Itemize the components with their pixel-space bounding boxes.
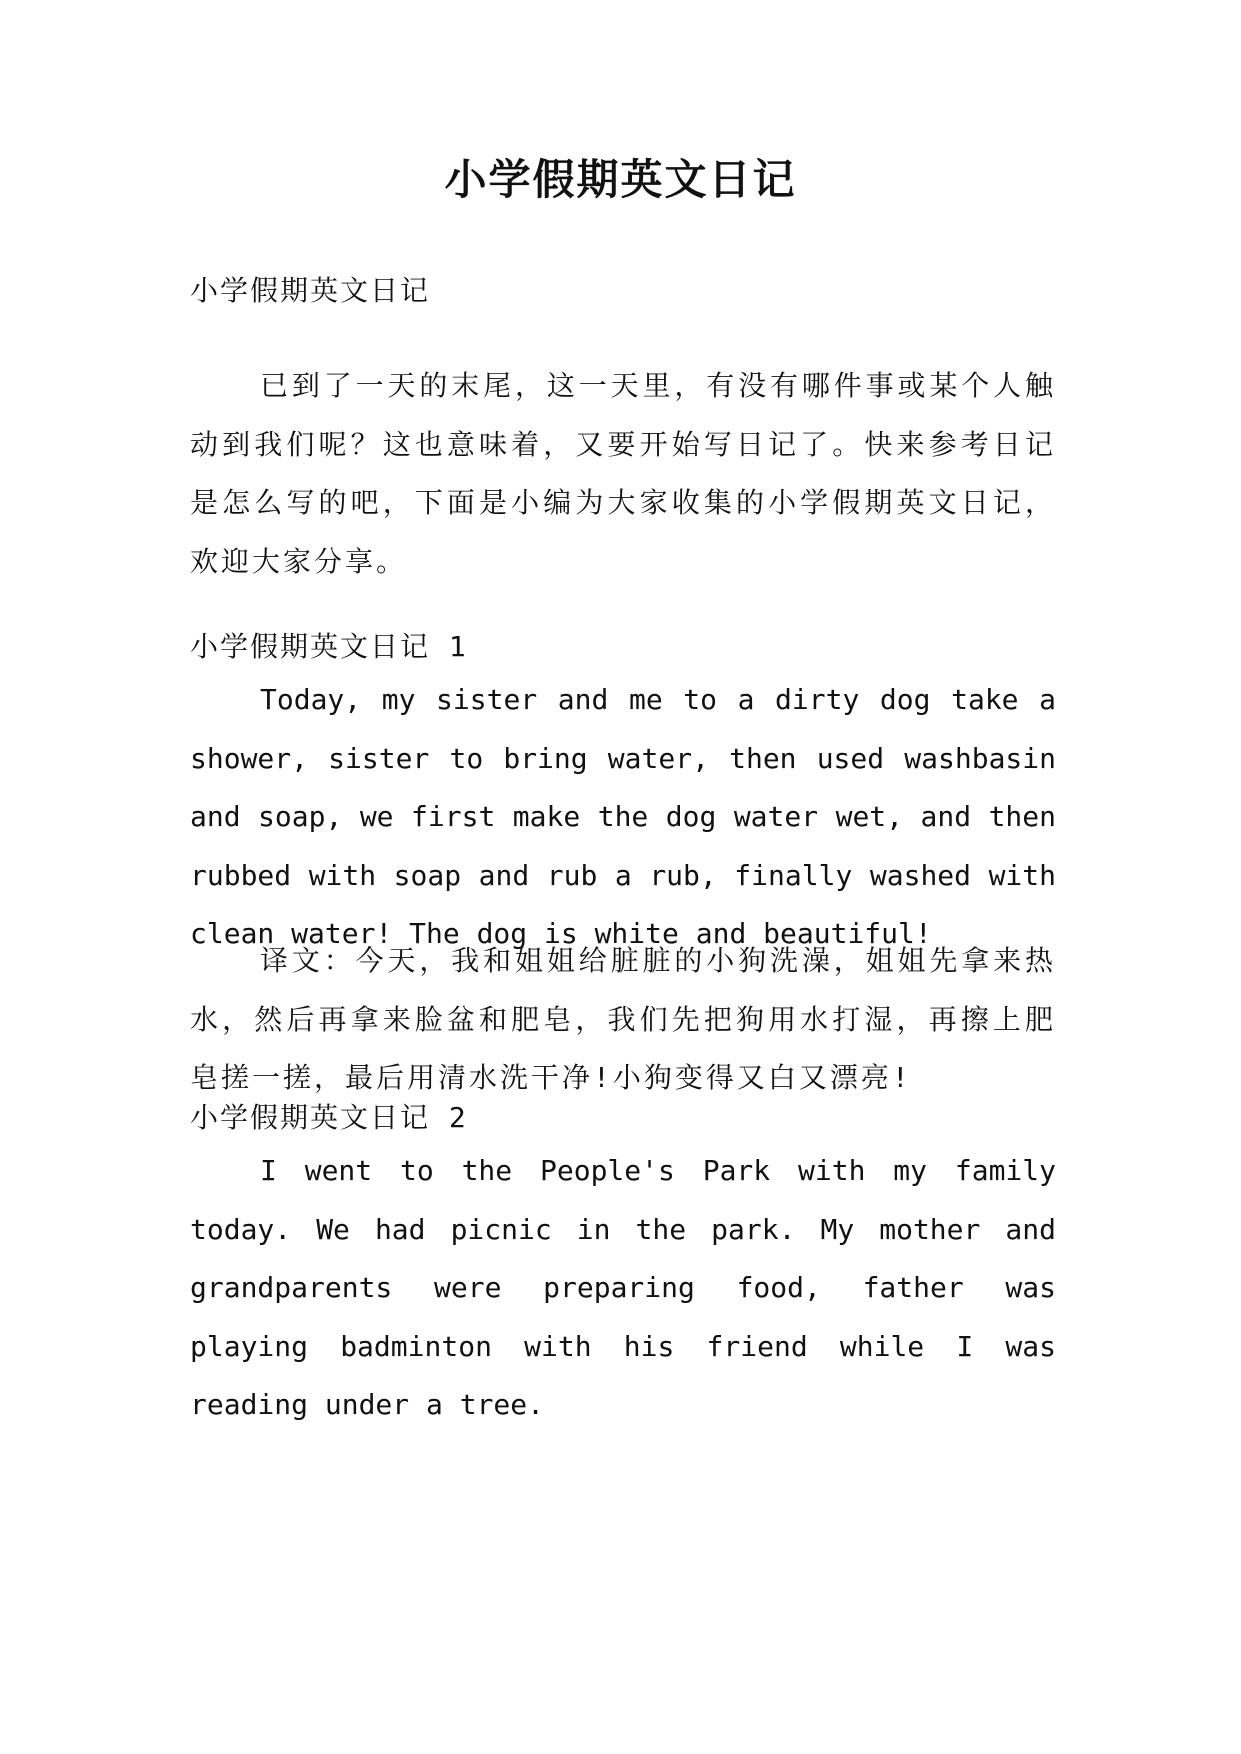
entry-2-english: I went to the People's Park with my family today. We had picnic in the park. My mother and grandparents were preparing food, father was playing badminton with his friend while I was reading under a tree. — [190, 1154, 1056, 1421]
entry-1-heading: 小学假期英文日记 1 — [190, 630, 468, 663]
document-title: 小学假期英文日记 — [444, 155, 797, 204]
document-subtitle: 小学假期英文日记 — [190, 274, 431, 307]
intro-paragraph: 已到了一天的末尾，这一天里，有没有哪件事或某个人触动到我们呢？这也意味着，又要开始写日记了。快来参考日记是怎么写的吧，下面是小编为大家收集的小学假期英文日记，欢迎大家分享。 — [190, 369, 1056, 578]
entry-2-heading: 小学假期英文日记 2 — [190, 1101, 468, 1134]
entry-1-english: Today, my sister and me to a dirty dog take a shower, sister to bring water, then used washbasin and soap, we first make the dog water wet, and then rubbed with soap and rub a rub, finally washed with clean water! The dog is white and beautiful! — [190, 683, 1056, 950]
entry-1-translation: 译文：今天，我和姐姐给脏脏的小狗洗澡，姐姐先拿来热水，然后再拿来脸盆和肥皂，我们先把狗用水打湿，再擦上肥皂搓一搓，最后用清水洗干净!小狗变得又白又漂亮! — [190, 944, 1056, 1094]
